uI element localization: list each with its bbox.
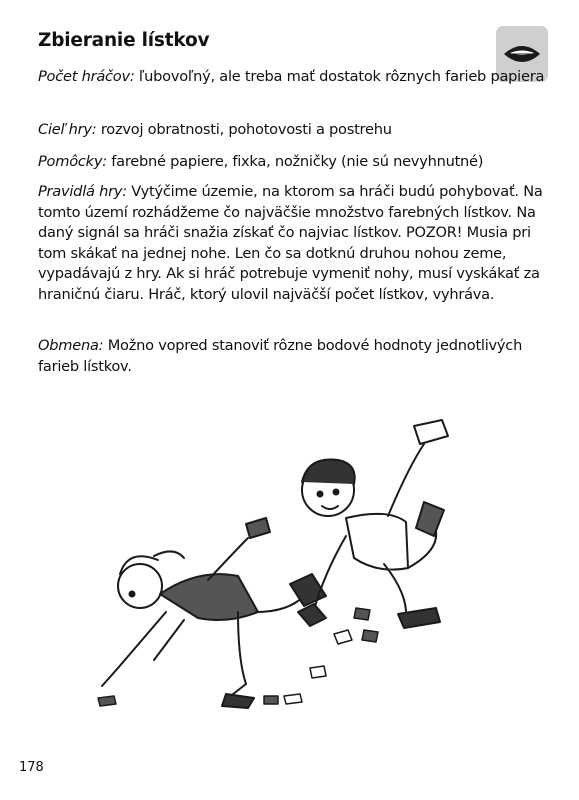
paragraph-text: Vytýčime územie, na ktorom sa hráči budú pohybovať. Na tomto území rozhádžeme čo najväčšie množstvo farebných lístkov. Na daný signál sa hráči snažia získať čo najviac lístkov. POZOR! Musia pri tom skákať na jednej nohe. Len čo sa dotknú druhou nohou zeme, vypadávajú z hry. Ak si hráč potrebuje vymeniť nohy, musí vyskákať za hraničnú čiaru. Hráč, ktorý ulovil najväčší počet lístkov, vyhráva.: [38, 183, 543, 303]
paragraph-label: Cieľ hry:: [38, 121, 97, 138]
paragraph-label: Obmena:: [38, 337, 104, 354]
paragraph-label: Počet hráčov:: [38, 68, 135, 85]
page-number: 178: [19, 760, 44, 775]
paragraph-text: ľubovoľný, ale treba mať dostatok rôznych farieb papiera: [134, 68, 545, 85]
paragraph-materials: [38, 152, 556, 173]
paragraph-rules: [38, 182, 556, 305]
paragraph-text: farebné papiere, fixka, nožničky (nie sú nevyhnutné): [106, 153, 484, 170]
page-title: Zbieranie lístkov: [38, 30, 210, 51]
paragraph-text: Možno vopred stanoviť rôzne bodové hodnoty jednotlivých farieb lístkov.: [38, 337, 523, 375]
paragraph-label: Pomôcky:: [38, 153, 107, 170]
paragraph-players: [38, 67, 556, 88]
girl-figure: [102, 518, 326, 708]
paragraph-label: Pravidlá hry:: [38, 183, 127, 200]
paragraph-goal: [38, 120, 556, 141]
children-illustration: [88, 398, 478, 728]
paragraph-variation: [38, 336, 556, 377]
paragraph-text: rozvoj obratnosti, pohotovosti a postrehu: [96, 121, 392, 138]
